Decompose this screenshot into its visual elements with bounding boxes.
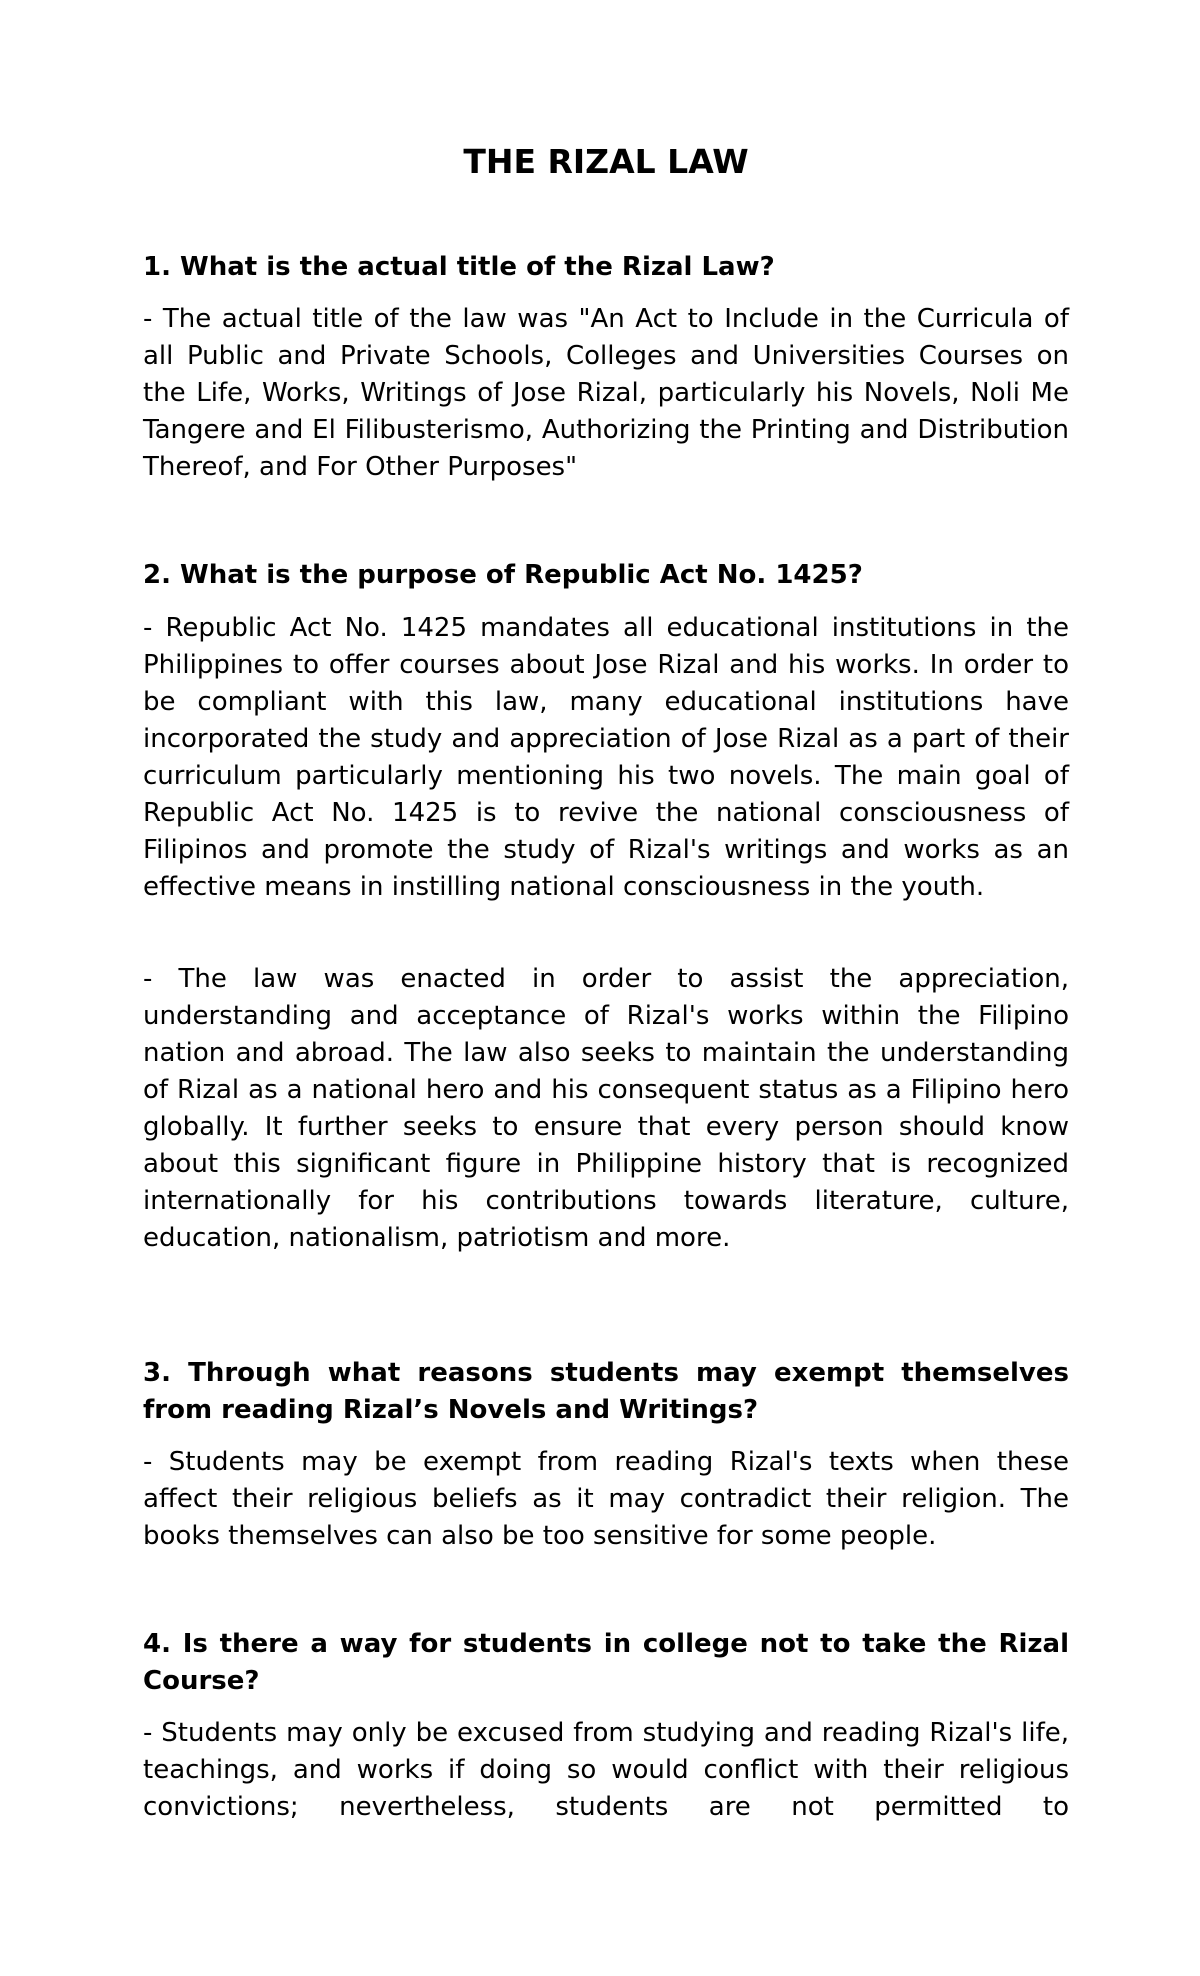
question-2: 2. What is the purpose of Republic Act No. 1425? (143, 560, 863, 590)
answer-2-paragraph-1: - Republic Act No. 1425 mandates all educational institutions in the Philippines to offer courses about Jose Rizal and his works. In order to be compliant with this law, many educational institutions have incorporated the study and appreciation of Jose Rizal as a part of their curriculum particularly mentioning his two novels. The main goal of Republic Act No. 1425 is to revive the national consciousness of Filipinos and promote the study of Rizal's writings and works as an effective means in instilling national consciousness in the youth. (143, 613, 1069, 902)
document-title: THE RIZAL LAW (463, 142, 749, 181)
question-4: 4. Is there a way for students in college not to take the Rizal Course? (143, 1629, 1069, 1696)
question-1: 1. What is the actual title of the Rizal Law? (143, 252, 775, 282)
answer-1-paragraph-1: - The actual title of the law was "An Act to Include in the Curricula of all Public and Private Schools, Colleges and Universities Courses on the Life, Works, Writings of Jose Rizal, particularly his Novels, Noli Me Tangere and El Filibusterismo, Authorizing the Printing and Distribution Thereof, and For Other Purposes" (143, 304, 1069, 482)
answer-3-paragraph-1: - Students may be exempt from reading Rizal's texts when these affect their religious beliefs as it may contradict their religion. The books themselves can also be too sensitive for some people. (143, 1447, 1069, 1551)
answer-4-paragraph-1: - Students may only be excused from studying and reading Rizal's life, teachings, and works if doing so would conflict with their religious convictions; nevertheless, students are not permitted to (143, 1718, 1069, 1822)
question-3: 3. Through what reasons students may exempt themselves from reading Rizal’s Novels and Writings? (143, 1358, 1069, 1425)
answer-2-paragraph-2: - The law was enacted in order to assist the appreciation, understanding and acceptance of Rizal's works within the Filipino nation and abroad. The law also seeks to maintain the understanding of Rizal as a national hero and his consequent status as a Filipino hero globally. It further seeks to ensure that every person should know about this significant figure in Philippine history that is recognized internationally for his contributions towards literature, culture, education, nationalism, patriotism and more. (143, 964, 1069, 1253)
